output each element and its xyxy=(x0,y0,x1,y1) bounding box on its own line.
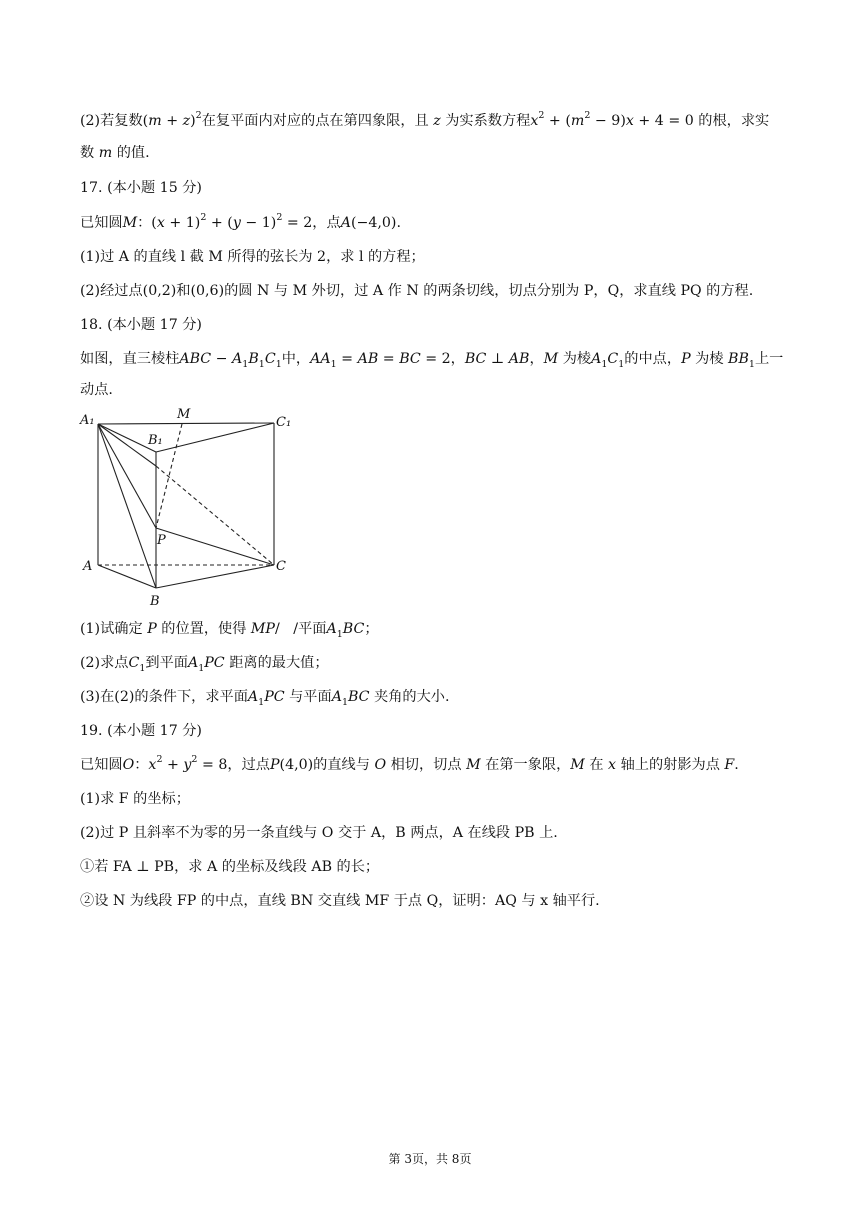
label-A1: A₁ xyxy=(80,413,95,428)
edge-B1-C1 xyxy=(156,423,274,452)
q17-heading: 17. (本小题 15 分) xyxy=(80,180,202,196)
label-P: P xyxy=(157,533,166,548)
prism-figure xyxy=(78,402,303,607)
label-C1: C₁ xyxy=(276,415,292,430)
label-B1: B₁ xyxy=(148,433,163,448)
edge-P-C xyxy=(156,528,274,565)
q16-part2-line1: (2)若复数$(m + z)^2$在复平面内对应的点在第四象限，且 z 为实系数方程$x^2 + (m^2 - 9)x + 4 = 0$ 的根，求实 xyxy=(80,110,770,129)
q19-part1: (1)求 F 的坐标； xyxy=(80,791,190,807)
q19-stem: 已知圆O：$x^2 + y^2 = 8$，过点P(4,0)的直线与 O 相切，切点 M 在第一象限，M 在 x 轴上的射影为点 F. xyxy=(80,754,739,773)
q17-stem: 已知圆M：$(x + 1)^2 + (y - 1)^2 = 2$，点A(−4,0). xyxy=(80,212,401,231)
q19-sub1: ①若 FA ⊥ PB，求 A 的坐标及线段 AB 的长； xyxy=(80,859,380,875)
page-footer: 第 3页，共 8页 xyxy=(388,1152,472,1166)
edge-A-B xyxy=(98,565,156,588)
label-B: B xyxy=(150,594,160,607)
q18-heading: 18. (本小题 17 分) xyxy=(80,317,202,333)
q17-part2: (2)经过点(0,2)和(0,6)的圆 N 与 M 外切，过 A 作 N 的两条切线，切点分别为 P，Q，求直线 PQ 的方程. xyxy=(80,283,754,299)
edge-A1-B xyxy=(98,424,156,588)
q19-part2: (2)过 P 且斜率不为零的另一条直线与 O 交于 A，B 两点，A 在线段 PB 上. xyxy=(80,825,558,841)
q18-part3: (3)在(2)的条件下，求平面$A_1PC$ 与平面$A_1BC$ 夹角的大小. xyxy=(80,689,450,708)
edge-A1-C-hidden xyxy=(156,466,274,565)
q18-part2: (2)求点$C_1$到平面$A_1PC$ 距离的最大值； xyxy=(80,655,329,674)
label-A: A xyxy=(83,559,93,574)
q18-stem-line1: 如图，直三棱柱ABC − $A_1B_1C_1$中，$AA_1$ = AB = BC = 2，BC ⊥ AB，M 为棱$A_1C_1$的中点，P 为棱 $BB_1$上一 xyxy=(80,351,784,370)
edge-B-C xyxy=(156,565,274,588)
label-C: C xyxy=(276,559,286,574)
q18-stem-line2: 动点. xyxy=(80,382,113,398)
edge-A1-C1 xyxy=(98,423,274,424)
q18-part1: (1)试确定 P 的位置，使得 MP/ /平面$A_1BC$； xyxy=(80,621,379,640)
label-M: M xyxy=(177,407,191,422)
q19-heading: 19. (本小题 17 分) xyxy=(80,723,202,739)
q16-part2-line2: 数 m 的值. xyxy=(80,145,150,161)
q19-sub2: ②设 N 为线段 FP 的中点，直线 BN 交直线 MF 于点 Q，证明：AQ 与 x 轴平行. xyxy=(80,893,600,909)
q17-part1: (1)过 A 的直线 l 截 M 所得的弦长为 2，求 l 的方程； xyxy=(80,249,425,265)
